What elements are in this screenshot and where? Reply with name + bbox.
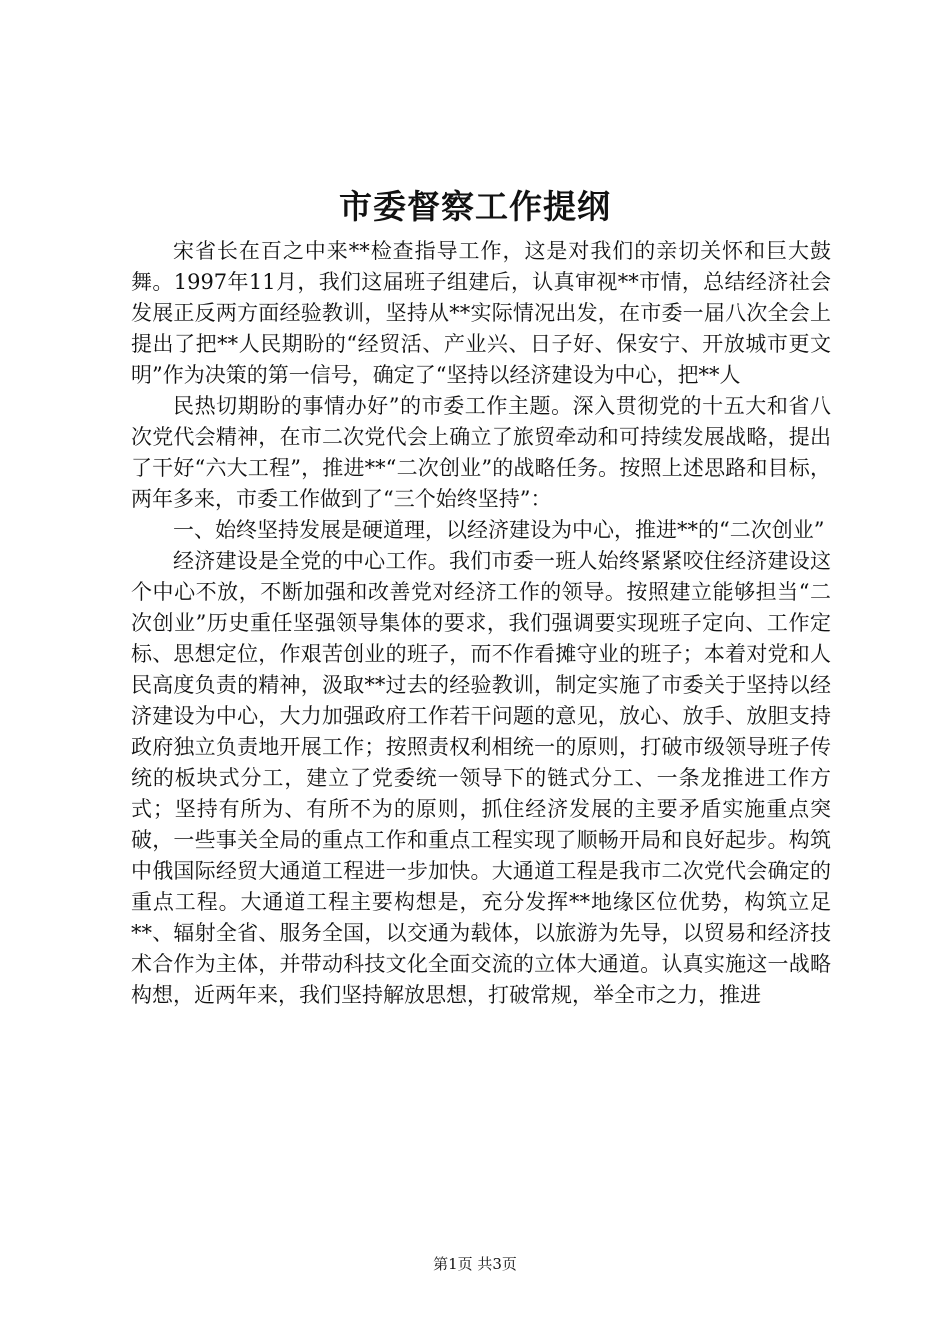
paragraph-1: 宋省长在百之中来**检查指导工作，这是对我们的亲切关怀和巨大鼓舞。1997年11月，我们这届班子组建后，认真审视**市情，总结经济社会发展正反两方面经验教训，坚持从**实际情况出发，在市委一届八次全会上提出了把**人民期盼的“经贸活、产业兴、日子好、保安宁、开放城市更文明”作为决策的第一信号，确定了“坚持以经济建设为中心，把**人 (131, 239, 831, 387)
document-body (131, 236, 831, 1011)
paragraph-4: 经济建设是全党的中心工作。我们市委一班人始终紧紧咬住经济建设这个中心不放，不断加强和改善党对经济工作的领导。按照建立能够担当“二次创业”历史重任坚强领导集体的要求，我们强调要实现班子定向、工作定标、思想定位，作艰苦创业的班子，而不作看摊守业的班子；本着对党和人民高度负责的精神，汲取**过去的经验教训，制定实施了市委关于坚持以经济建设为中心，大力加强政府工作若干问题的意见，放心、放手、放胆支持政府独立负责地开展工作；按照责权利相统一的原则，打破市级领导班子传统的板块式分工，建立了党委统一领导下的链式分工、一条龙推进工作方式；坚持有所为、有所不为的原则，抓住经济发展的主要矛盾实施重点突破，一些事关全局的重点工作和重点工程实现了顺畅开局和良好起步。构筑中俄国际经贸大通道工程进一步加快。大通道工程是我市二次党代会确定的重点工程。大通道工程主要构想是，充分发挥**地缘区位优势，构筑立足**、辐射全省、服务全国，以交通为载体，以旅游为先导，以贸易和经济技术合作为主体，并带动科技文化全面交流的立体大通道。认真实施这一战略构想，近两年来，我们坚持解放思想，打破常规，举全市之力，推进 (131, 549, 831, 1007)
page-footer: 第1页 共3页 (433, 1255, 517, 1273)
paragraph-3-heading: 一、始终坚持发展是硬道理，以经济建设为中心，推进**的“二次创业” (173, 518, 825, 542)
document-title: 市委督察工作提纲 (339, 187, 611, 226)
paragraph-2: 民热切期盼的事情办好”的市委工作主题。深入贯彻党的十五大和省八次党代会精神，在市二次党代会上确立了旅贸牵动和可持续发展战略，提出了干好“六大工程”，推进**“二次创业”的战略任务。按照上述思路和目标，两年多来，市委工作做到了“三个始终坚持”： (131, 394, 831, 511)
